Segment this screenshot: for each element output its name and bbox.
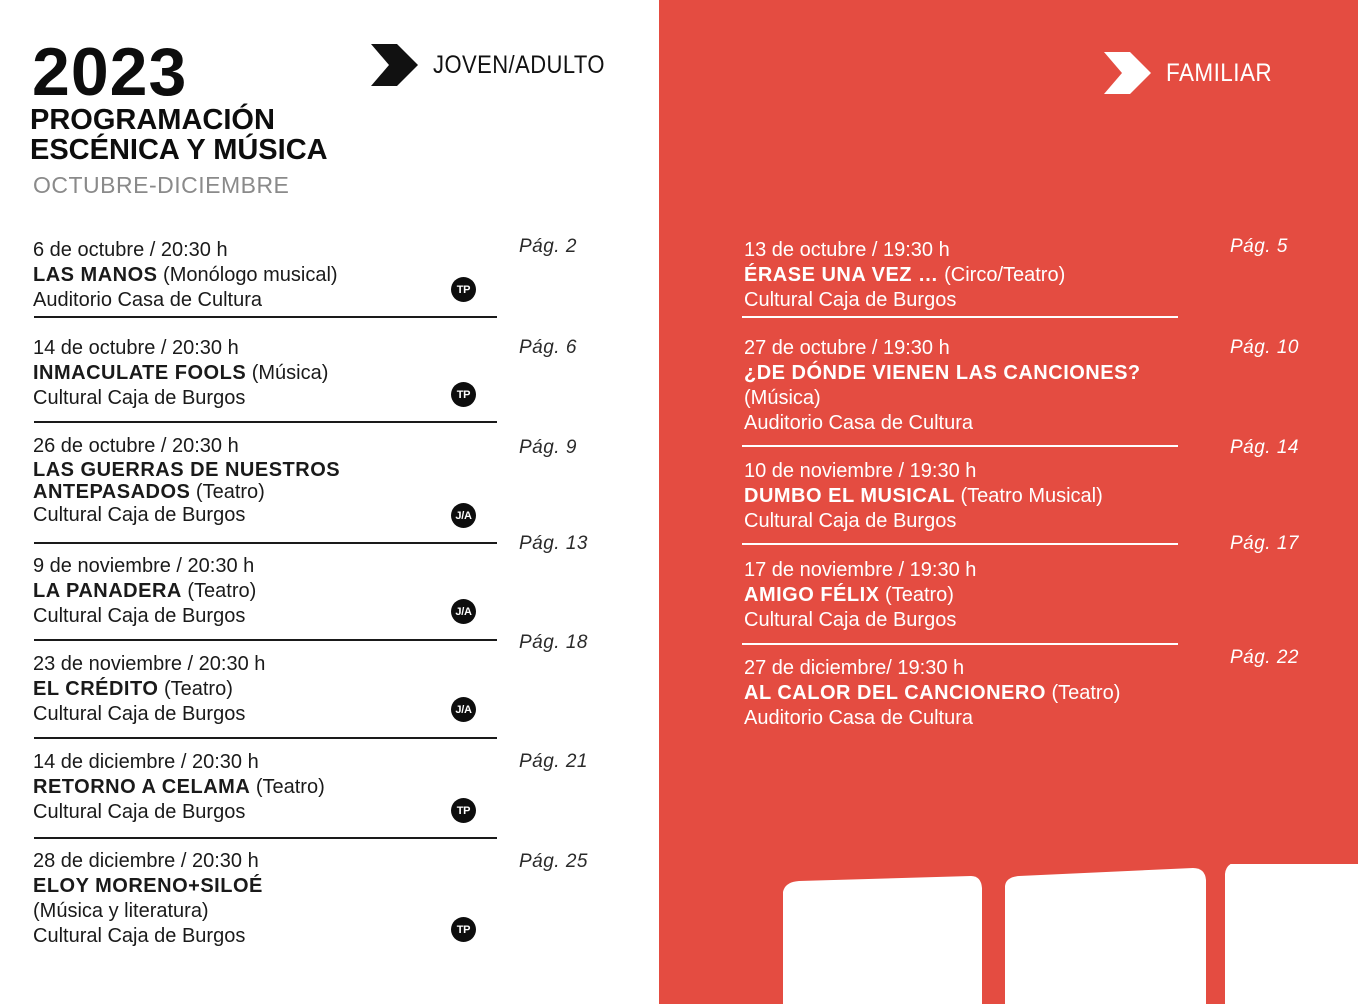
event-title: LA PANADERA bbox=[33, 580, 182, 602]
event-venue: Cultural Caja de Burgos bbox=[33, 801, 246, 823]
event-divider bbox=[34, 639, 497, 641]
event-de-donde-vienen bbox=[744, 336, 1141, 436]
event-date: 10 de noviembre / 19:30 h bbox=[744, 460, 977, 482]
event-inmaculate-fools bbox=[33, 336, 328, 411]
event-page-ref: Pág. 17 bbox=[1230, 533, 1299, 554]
event-title-line bbox=[744, 484, 1103, 509]
event-title: RETORNO A CELAMA bbox=[33, 776, 251, 798]
event-date: 6 de octubre / 20:30 h bbox=[33, 239, 228, 261]
event-venue: Auditorio Casa de Cultura bbox=[33, 289, 263, 311]
event-genre: (Música y literatura) bbox=[33, 900, 209, 922]
program-title-line2: ESCÉNICA Y MÚSICA bbox=[30, 134, 328, 166]
event-title-line bbox=[33, 481, 340, 503]
event-venue: Cultural Caja de Burgos bbox=[33, 703, 246, 725]
event-title-line1: LAS GUERRAS DE NUESTROS bbox=[33, 459, 341, 481]
event-genre: (Teatro) bbox=[190, 481, 265, 503]
program-title bbox=[30, 105, 328, 165]
event-las-guerras bbox=[33, 434, 340, 528]
event-venue: Cultural Caja de Burgos bbox=[744, 510, 957, 532]
event-amigo-felix bbox=[744, 558, 976, 633]
event-title-line bbox=[744, 681, 1120, 706]
year-heading: 2023 bbox=[32, 34, 188, 110]
event-title-line bbox=[33, 579, 256, 604]
chevron-right-icon bbox=[1104, 52, 1152, 94]
event-divider bbox=[34, 542, 497, 544]
event-page-ref: Pág. 25 bbox=[519, 851, 588, 872]
event-page-ref: Pág. 2 bbox=[519, 236, 577, 257]
event-title-line bbox=[744, 263, 1065, 288]
event-date: 27 de diciembre/ 19:30 h bbox=[744, 657, 965, 679]
event-page-ref: Pág. 21 bbox=[519, 751, 588, 772]
tp-badge-icon: TP bbox=[451, 917, 476, 942]
event-title: ANTEPASADOS bbox=[33, 481, 191, 503]
event-eloy-moreno-siloe bbox=[33, 849, 263, 949]
event-page-ref: Pág. 14 bbox=[1230, 437, 1299, 458]
event-title: AL CALOR DEL CANCIONERO bbox=[744, 682, 1046, 704]
program-title-line1: PROGRAMACIÓN bbox=[30, 104, 275, 136]
event-divider bbox=[742, 543, 1178, 545]
event-venue: Cultural Caja de Burgos bbox=[33, 504, 246, 526]
ja-badge-icon: J/A bbox=[451, 599, 476, 624]
ja-badge-icon: J/A bbox=[451, 503, 476, 528]
event-venue: Cultural Caja de Burgos bbox=[33, 605, 246, 627]
event-page-ref: Pág. 9 bbox=[519, 437, 577, 458]
event-divider bbox=[742, 643, 1178, 645]
event-page-ref: Pág. 22 bbox=[1230, 647, 1299, 668]
event-genre: (Teatro) bbox=[181, 580, 257, 602]
event-title: DUMBO EL MUSICAL bbox=[744, 485, 955, 507]
event-date: 26 de octubre / 20:30 h bbox=[33, 435, 239, 457]
event-genre: (Teatro) bbox=[1045, 682, 1121, 704]
event-title: AMIGO FÉLIX bbox=[744, 584, 880, 606]
event-genre: (Teatro) bbox=[879, 584, 954, 606]
event-el-credito bbox=[33, 652, 265, 727]
ja-badge-icon: J/A bbox=[451, 697, 476, 722]
event-title: ¿DE DÓNDE VIENEN LAS CANCIONES? bbox=[744, 362, 1141, 384]
section-familiar-label: FAMILIAR bbox=[1166, 58, 1273, 87]
event-page-ref: Pág. 5 bbox=[1230, 236, 1288, 257]
event-date: 28 de diciembre / 20:30 h bbox=[33, 850, 259, 872]
event-divider bbox=[742, 316, 1178, 318]
event-date: 9 de noviembre / 20:30 h bbox=[33, 555, 255, 577]
event-title-line bbox=[33, 775, 325, 800]
event-date: 14 de octubre / 20:30 h bbox=[33, 337, 239, 359]
event-page-ref: Pág. 13 bbox=[519, 533, 588, 554]
section-familiar bbox=[1104, 52, 1284, 94]
event-retorno-a-celama bbox=[33, 750, 325, 825]
tp-badge-icon: TP bbox=[451, 277, 476, 302]
event-divider bbox=[34, 421, 497, 423]
event-date: 14 de diciembre / 20:30 h bbox=[33, 751, 259, 773]
event-genre: (Teatro Musical) bbox=[954, 485, 1103, 507]
event-title: INMACULATE FOOLS bbox=[33, 362, 247, 384]
decorative-steps bbox=[659, 864, 1358, 1004]
event-divider bbox=[34, 837, 497, 839]
event-date: 23 de noviembre / 20:30 h bbox=[33, 653, 266, 675]
chevron-right-icon bbox=[371, 44, 419, 86]
event-title: LAS MANOS bbox=[33, 264, 158, 286]
tp-badge-icon: TP bbox=[451, 382, 476, 407]
event-genre: (Teatro) bbox=[250, 776, 325, 798]
event-title: ÉRASE UNA VEZ … bbox=[744, 264, 939, 286]
event-genre: (Teatro) bbox=[158, 678, 233, 700]
event-dumbo-el-musical bbox=[744, 459, 1103, 534]
event-title-line bbox=[33, 677, 265, 702]
event-title-line bbox=[744, 583, 976, 608]
event-venue: Cultural Caja de Burgos bbox=[744, 609, 957, 631]
event-genre: (Circo/Teatro) bbox=[938, 264, 1066, 286]
event-divider bbox=[742, 445, 1178, 447]
event-genre: (Monólogo musical) bbox=[157, 264, 338, 286]
event-page-ref: Pág. 10 bbox=[1230, 337, 1299, 358]
event-title: EL CRÉDITO bbox=[33, 678, 159, 700]
event-divider bbox=[34, 737, 497, 739]
event-title: ELOY MORENO+SILOÉ bbox=[33, 875, 263, 897]
event-la-panadera bbox=[33, 554, 256, 629]
event-venue: Cultural Caja de Burgos bbox=[33, 925, 246, 947]
event-erase-una-vez bbox=[744, 238, 1065, 313]
event-genre: (Música) bbox=[246, 362, 329, 384]
event-title-line bbox=[33, 361, 328, 386]
period-subtitle: OCTUBRE-DICIEMBRE bbox=[33, 172, 290, 198]
tp-badge-icon: TP bbox=[451, 798, 476, 823]
event-genre: (Música) bbox=[744, 387, 821, 409]
event-venue: Auditorio Casa de Cultura bbox=[744, 412, 974, 434]
section-joven-adulto bbox=[371, 44, 628, 86]
event-date: 17 de noviembre / 19:30 h bbox=[744, 559, 977, 581]
event-date: 13 de octubre / 19:30 h bbox=[744, 239, 950, 261]
event-venue: Cultural Caja de Burgos bbox=[744, 289, 957, 311]
event-al-calor-del-cancionero bbox=[744, 656, 1120, 731]
event-las-manos bbox=[33, 238, 338, 313]
event-date: 27 de octubre / 19:30 h bbox=[744, 337, 950, 359]
event-divider bbox=[34, 316, 497, 318]
event-title-line bbox=[33, 263, 338, 288]
event-page-ref: Pág. 18 bbox=[519, 632, 588, 653]
event-venue: Auditorio Casa de Cultura bbox=[744, 707, 974, 729]
event-venue: Cultural Caja de Burgos bbox=[33, 387, 246, 409]
section-joven-adulto-label: JOVEN/ADULTO bbox=[433, 50, 605, 79]
event-page-ref: Pág. 6 bbox=[519, 337, 577, 358]
